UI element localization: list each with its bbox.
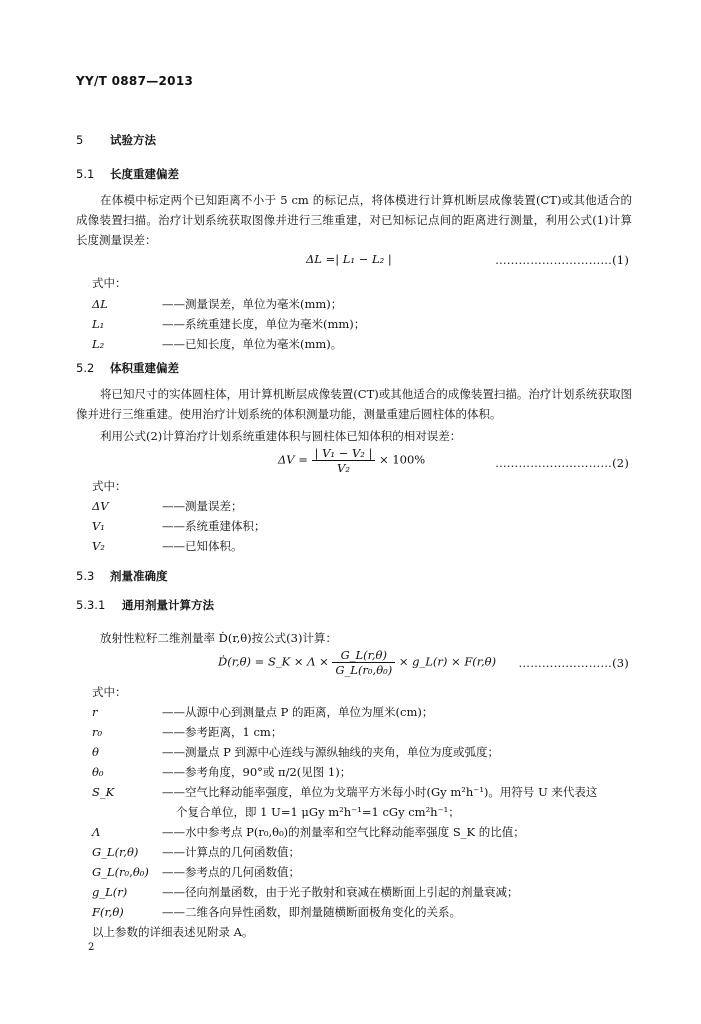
definition-text: ——径向剂量函数，由于光子散射和衰减在横断面上引起的剂量衰减；	[162, 885, 519, 899]
formula-2	[278, 446, 425, 475]
symbol: r	[92, 705, 98, 719]
section-number: 5.1	[76, 167, 95, 181]
section-number: 5.2	[76, 361, 95, 375]
section-number: 5.3	[76, 569, 95, 583]
definition-row	[92, 744, 652, 760]
section-5-2-paragraph-2: 利用公式(2)计算治疗计划系统重建体积与圆柱体已知体积的相对误差：	[100, 429, 462, 443]
formula-fraction	[332, 648, 395, 677]
definition-row	[92, 904, 652, 920]
closing-note: 以上参数的详细表述见附录 A。	[92, 925, 254, 939]
section-5-1-heading	[76, 166, 179, 182]
formula-fraction	[312, 446, 376, 475]
formula-1: ΔL =| L₁ − L₂ |	[306, 252, 392, 266]
formula-lhs: ΔV =	[278, 452, 308, 467]
formula-rhs: × 100%	[379, 452, 426, 467]
section-title: 通用剂量计算方法	[122, 598, 214, 612]
formula-3	[218, 648, 496, 677]
section-5-3-1-heading	[76, 597, 214, 613]
definition-row	[92, 518, 652, 534]
definition-row	[92, 336, 652, 352]
definition-row	[92, 784, 652, 800]
symbol: Λ	[92, 825, 101, 839]
definition-text: ——测量误差，单位为毫米(mm)；	[162, 297, 343, 311]
equation-number-1: …………………………(1)	[495, 253, 629, 267]
definition-row	[92, 824, 652, 840]
definition-text: ——计算点的几何函数值；	[162, 845, 300, 859]
definition-text: ——测量点 P 到源中心连线与源纵轴线的夹角，单位为度或弧度；	[162, 745, 500, 759]
section-number: 5.3.1	[76, 598, 106, 612]
symbol: θ₀	[92, 765, 104, 779]
equation-number-2: …………………………(2)	[495, 456, 629, 470]
symbol: G_L(r₀,θ₀)	[92, 865, 149, 879]
symbol: L₁	[92, 317, 105, 331]
definition-row-continued	[92, 804, 652, 820]
definition-row	[92, 498, 652, 514]
definition-text: ——已知体积。	[162, 539, 243, 553]
symbol: S_K	[92, 785, 115, 799]
definition-text: ——参考距离，1 cm；	[162, 725, 283, 739]
definition-text: ——参考点的几何函数值；	[162, 865, 300, 879]
definition-row	[92, 764, 652, 780]
definition-row	[92, 296, 652, 312]
section-5-2-paragraph: 将已知尺寸的实体圆柱体，用计算机断层成像装置(CT)或其他适合的成像装置扫描。治疗计划系统获取图像并进行三维重建。使用治疗计划系统的体积测量功能，测量重建后圆柱体的体积。	[76, 387, 632, 421]
section-number: 5	[76, 133, 84, 147]
section-5-2-heading	[76, 360, 179, 376]
symbol: ΔL	[92, 297, 108, 311]
definition-text: ——水中参考点 P(r₀,θ₀)的剂量率和空气比释动能率强度 S_K 的比值；	[162, 825, 525, 839]
fraction-numerator: G_L(r,θ)	[332, 648, 395, 663]
section-5-3-heading	[76, 568, 168, 584]
symbol: V₂	[92, 539, 105, 553]
definition-text: ——从源中心到测量点 P 的距离，单位为厘米(cm)；	[162, 705, 434, 719]
fraction-numerator: | V₁ − V₂ |	[312, 446, 376, 461]
definition-text: ——空气比释动能率强度，单位为戈瑞平方米每小时(Gy m²h⁻¹)。用符号 U 来代表这	[162, 785, 598, 799]
where-label: 式中：	[92, 479, 127, 493]
definition-text: ——测量误差；	[162, 499, 243, 513]
section-title: 体积重建偏差	[110, 361, 179, 375]
formula-lhs: Ḋ(r,θ) = S_K × Λ ×	[218, 654, 329, 669]
section-5-1-paragraph: 在体模中标定两个已知距离不小于 5 cm 的标记点，将体模进行计算机断层成像装置(CT)或其他适合的成像装置扫描。治疗计划系统获取图像并进行三维重建，对已知标记点间的距离进行测量，利用公式(1)计算长度测量误差：	[76, 193, 632, 247]
fraction-denominator: G_L(r₀,θ₀)	[335, 663, 393, 677]
symbol: ΔV	[92, 499, 109, 513]
symbol: V₁	[92, 519, 105, 533]
definition-row	[92, 704, 652, 720]
symbol: r₀	[92, 725, 103, 739]
section-title: 长度重建偏差	[110, 167, 179, 181]
formula-rhs: × g_L(r) × F(r,θ)	[398, 654, 497, 669]
section-title: 剂量准确度	[110, 569, 168, 583]
symbol: g_L(r)	[92, 885, 128, 899]
section-title: 试验方法	[110, 133, 156, 147]
definition-row	[92, 864, 652, 880]
symbol: θ	[92, 745, 99, 759]
definition-row	[92, 844, 652, 860]
definition-row	[92, 538, 652, 554]
definition-text: ——系统重建长度，单位为毫米(mm)；	[162, 317, 366, 331]
page-number: 2	[88, 942, 95, 953]
symbol: F(r,θ)	[92, 905, 124, 919]
definition-text: ——二维各向异性函数，即剂量随横断面极角变化的关系。	[162, 905, 461, 919]
section-5-3-1-paragraph: 放射性粒籽二维剂量率 Ḋ(r,θ)按公式(3)计算：	[100, 631, 337, 645]
symbol: L₂	[92, 337, 105, 351]
definition-text: ——系统重建体积；	[162, 519, 266, 533]
definition-row	[92, 724, 652, 740]
where-label: 式中：	[92, 685, 127, 699]
definition-row	[92, 316, 652, 332]
definition-text: 个复合单位，即 1 U=1 μGy m²h⁻¹=1 cGy cm²h⁻¹；	[176, 805, 460, 819]
where-label: 式中：	[92, 276, 127, 290]
section-5-heading	[76, 132, 156, 148]
equation-number-3: ……………………(3)	[518, 656, 629, 670]
definition-row	[92, 884, 652, 900]
fraction-denominator: V₂	[337, 461, 350, 475]
symbol: G_L(r,θ)	[92, 845, 139, 859]
definition-text: ——参考角度，90°或 π/2(见图 1)；	[162, 765, 352, 779]
definition-text: ——已知长度，单位为毫米(mm)。	[162, 337, 343, 351]
standard-code-header: YY/T 0887—2013	[76, 74, 194, 88]
